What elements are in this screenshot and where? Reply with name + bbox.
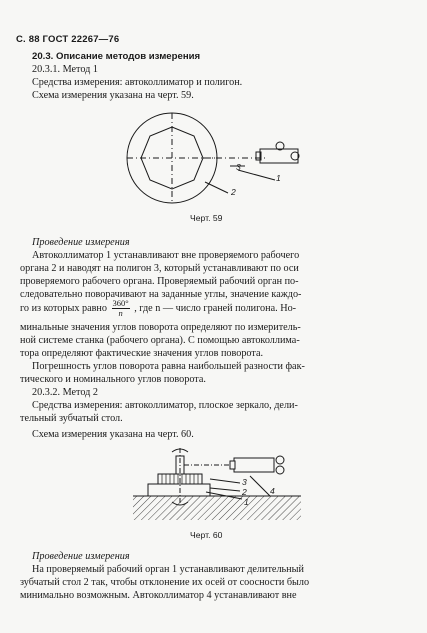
label-2: 2 (242, 487, 247, 497)
text-line: минимально возможным. Автоколлиматор 4 устанавливают вне (20, 590, 297, 601)
label-3: 3 (242, 477, 247, 487)
label-2: 2 (231, 187, 236, 197)
text-line: минальные значения углов поворота определяют по измеритель- (20, 322, 301, 333)
subsection-heading: 20.3.2. Метод 2 (32, 387, 98, 398)
procedure-heading: Проведение измерения (32, 237, 130, 248)
fraction-numerator: 360° (112, 298, 129, 309)
figure-59-caption: Черт. 59 (190, 213, 223, 223)
text-line: органа 2 и наводят на полигон 3, который устанавливают по оси (20, 263, 299, 274)
text-line: Автоколлиматор 1 устанавливают вне проверяемого рабочего (32, 250, 300, 261)
text-line: Схема измерения указана на черт. 59. (32, 90, 194, 101)
fraction (112, 299, 130, 318)
text-fragment: , где n — число граней полигона. Но- (134, 303, 297, 314)
text-line: зубчатый стол 2 так, чтобы отклонение их осей от соосности было (20, 577, 310, 588)
procedure-heading: Проведение измерения (32, 551, 130, 562)
text-line: следовательно поворачивают на заданные углы, значение каждо- (20, 289, 302, 300)
label-3: 3 (236, 162, 241, 172)
figure-60-diagram (130, 446, 305, 536)
section-heading: 20.3. Описание методов измерения (32, 51, 201, 62)
text-line: Схема измерения указана на черт. 60. (32, 429, 194, 440)
text-fragment: го из которых равно (20, 303, 107, 314)
label-4: 4 (270, 486, 275, 496)
text-line: тического и номинального углов поворота. (20, 374, 206, 385)
subsection-heading: 20.3.1. Метод 1 (32, 64, 98, 75)
text-line: Средства измерения: автоколлиматор, плоское зеркало, дели- (32, 400, 298, 411)
text-line: На проверяемый рабочий орган 1 устанавливают делительный (32, 564, 304, 575)
text-line: тельный зубчатый стол. (20, 413, 123, 424)
text-line-with-fraction (20, 298, 296, 320)
figure-59-diagram (110, 108, 310, 208)
label-1: 1 (244, 497, 249, 507)
page-header: С. 88 ГОСТ 22267—76 (16, 34, 120, 45)
label-1: 1 (276, 173, 281, 183)
text-line: Средства измерения: автоколлиматор и полигон. (32, 77, 243, 88)
fraction-denominator: n (118, 308, 123, 319)
text-line: ной системе станка (рабочего органа). С помощью автоколлима- (20, 335, 300, 346)
text-line: проверяемого рабочего органа. Проверяемый рабочий орган по- (20, 276, 299, 287)
figure-60-caption: Черт. 60 (190, 530, 223, 540)
text-line: Погрешность углов поворота равна наибольшей разности фак- (32, 361, 305, 372)
text-line: тора определяют фактические значения углов поворота. (20, 348, 264, 359)
